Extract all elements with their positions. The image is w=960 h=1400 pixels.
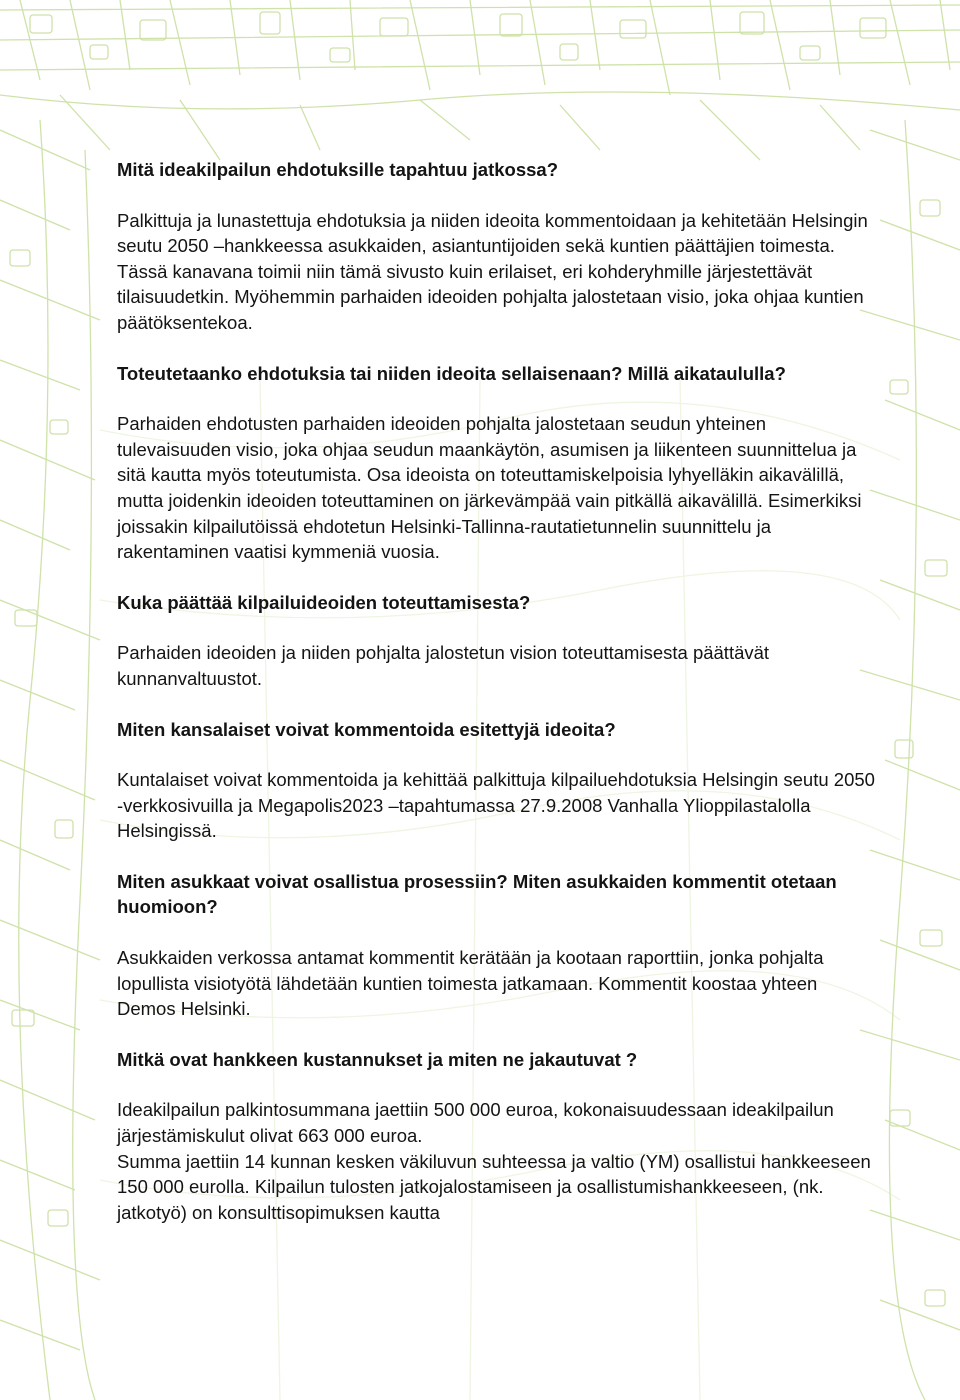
answer-paragraph: Parhaiden ideoiden ja niiden pohjalta jalostetun vision toteuttamisesta päättävät kunnanvaltuustot. [117, 642, 770, 689]
answer-paragraph: Asukkaiden verkossa antamat kommentit kerätään ja kootaan raporttiin, jonka pohjalta lopullista visiotyötä lähdetään kuntien toimesta jatkamaan. Kommentit koostaa yhteen Demos Helsinki. [117, 947, 824, 1020]
question-heading: Mitä ideakilpailun ehdotuksille tapahtuu jatkossa? [117, 159, 559, 180]
answer-paragraph: Parhaiden ehdotusten parhaiden ideoiden pohjalta jalostetaan seudun yhteinen tulevaisuuden visio, joka ohjaa seudun maankäytön, asumisen ja liikenteen suunnittelua ja sitä kautta myös toteutumista. Osa ideoista on toteuttamiskelpoisia lyhyelläkin aikavälillä, mutta joidenkin ideoiden toteuttaminen on järkevämpää vain pitkällä aikavälillä. Esimerkiksi joissakin kilpailutöissä ehdotetun Helsinki-Tallinna-rautatietunnelin suunnittelu ja rakentaminen vaatisi kymmeniä vuosia. [117, 413, 862, 563]
answer-paragraph: Palkittuja ja lunastettuja ehdotuksia ja niiden ideoita kommentoidaan ja kehitetään Helsingin seutu 2050 –hankkeessa asukkaiden, asiantuntijoiden sekä kuntien päättäjien toimesta. Tässä kanavana toimii niin tämä sivusto kuin erilaiset, eri kohderyhmille järjestettävät tilaisuudetkin. Myöhemmin parhaiden ideoiden pohjalta jalostetaan visio, joka ohjaa kuntien päätöksentekoa. [117, 209, 868, 333]
question-heading: Toteutetaanko ehdotuksia tai niiden ideoita sellaisenaan? Millä aikataululla? [117, 362, 786, 384]
question-heading: Miten asukkaat voivat osallistua prosessiin? Miten asukkaiden kommentit otetaan huomioon? [117, 870, 837, 918]
question-heading: Miten kansalaiset voivat kommentoida esitettyjä ideoita? [117, 718, 616, 740]
question-heading: Mitkä ovat hankkeen kustannukset ja miten ne jakautuvat ? [117, 1048, 638, 1070]
document-body [117, 157, 877, 1250]
question-heading: Kuka päättää kilpailuideoiden toteuttamisesta? [117, 591, 531, 613]
answer-paragraph: Kuntalaiset voivat kommentoida ja kehittää palkittuja kilpailuehdotuksia Helsingin seutu 2050 -verkkosivuilla ja Megapolis2023 –tapahtumassa 27.9.2008 Vanhalla Ylioppilastalolla Helsingissä. [117, 769, 875, 842]
answer-paragraph: Ideakilpailun palkintosummana jaettiin 500 000 euroa, kokonaisuudessaan ideakilpailun järjestämiskulut olivat 663 000 euroa. [117, 1099, 834, 1147]
answer-paragraph-continued: Summa jaettiin 14 kunnan kesken väkiluvun suhteessa ja valtio (YM) osallistui hankkeeseen 150 000 eurolla. Kilpailun tulosten jatkojalostamiseen ja osallistumishankkeeseen, (nk. jatkotyö) on konsulttisopimuksen kautta [117, 1150, 871, 1223]
